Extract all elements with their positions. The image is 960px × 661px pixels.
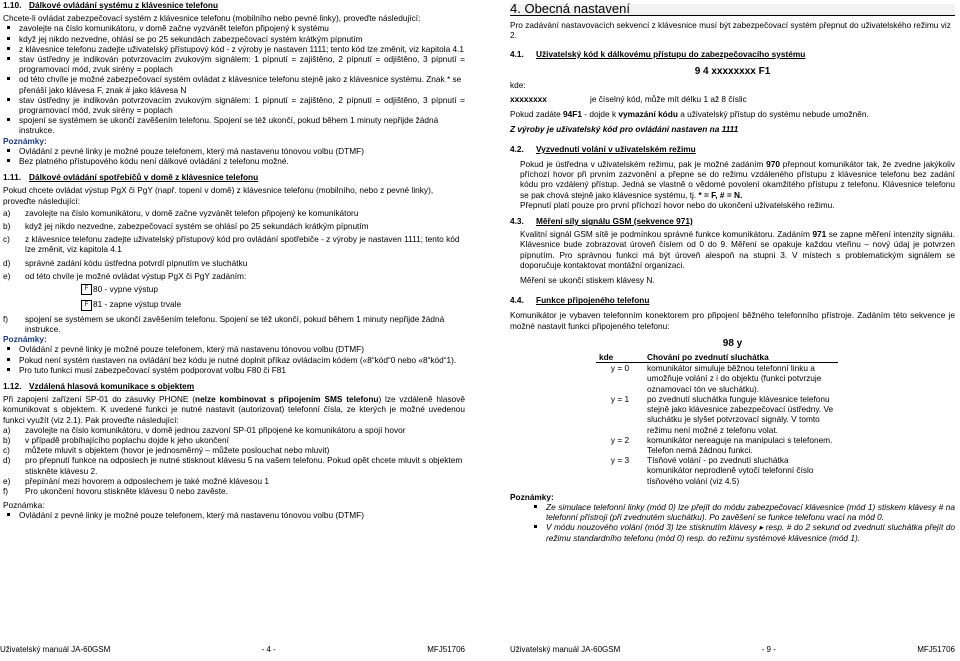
note-item: Pokud není systém nastaven na ovládání bez kódu je nutné doplnit příkaz ovládacím kódem («8“kód“0 nebo «8“kód“1).	[19, 355, 465, 365]
right-page	[510, 0, 955, 661]
list-item: spojení se systémem se ukončí zavěšením telefonu. Spojení se též ukončí, pokud během 1 minuty nepřijde žádná instrukce.	[19, 115, 465, 135]
notes-label: Poznámky:	[3, 135, 47, 146]
erase-code-text: Pokud zadáte 94F1 - dojde k vymazání kódu a uživatelský přístup do systému nebude umožněn.	[510, 109, 869, 120]
footer-doc-id: MFJ51706	[427, 644, 465, 654]
list-item: z klávesnice telefonu zadejte uživatelský přístupový kód - z výroby je nastaven 1111; tento kód lze změnit, viz kapitola 4.1	[19, 43, 465, 54]
section-4-3-text: Kvalitní signál GSM sítě je podmínkou správné funkce komunikátoru. Zadáním 971 se zapne měření intenzity signálu. Klávesnice bude zobrazovat úroveň číslem od 0 do 9. Měření se opakuje každou vteřinu – nový údaj je potvrzen pípnutím. Pro správnou funkci má být úroveň alespoň na stupni 3. V místech s problematickým signálem se doporučuje kontaktovat montážní organizaci.	[520, 229, 955, 270]
table-row: y = 3 Tísňové volání - po zvednutí sluchátka komunikátor neprodleně vytočí telefonní číslo tísňového volání (viz 4.5)	[610, 455, 814, 486]
footer-page-number: - 9 -	[761, 644, 776, 654]
section-1-10-intro: Chcete-li ovládat zabezpečovací systém z klávesnice telefonu (mobilního nebo pevné linky), proveďte následující:	[3, 13, 421, 24]
list-item: od této chvíle je možné zabezpečovací systém ovládat z klávesnice telefonu stejně jako z klávesnice systému. Znak * se přenáší jako klávesa F, znak # jako klávesa N	[19, 74, 465, 94]
section-4-4-heading: 4.4. Funkce připojeného telefonu	[510, 295, 650, 306]
section-1-12-intro: Při zapojení zařízení SP-01 do zásuvky PHONE (nelze kombinovat s připojením SMS telefonu) lze vzdáleně hlasově komunikovat s objektem. K uvedené funkci je nutné nastavit (autorizovat) telefonní čísla, ze kterých je možné uvedenou funkci využít (viz 2.1). Pak proveďte následující:	[3, 394, 465, 425]
note-item: Ovládání z pevné linky je možné pouze telefonem, který má nastavenu tónovou volbu (DTMF)	[19, 344, 465, 354]
footer-doc-id: MFJ51706	[917, 644, 955, 654]
list-item: e) přepínání mezi hovorem a odposlechem je také možné klávesou 1	[3, 475, 269, 486]
section-number: 1.12.	[3, 380, 22, 391]
list-item: zavolejte na číslo komunikátoru, v domě začne vyzvánět telefon připojený k systému	[19, 23, 465, 33]
list-item: c) z klávesnice telefonu zadejte uživatelský přístupový kód pro ovládání spotřebiče - z výroby je nastaven 1111; tento kód lze změnit, viz kapitola 4.1	[3, 234, 460, 255]
list-item: b) v případě probíhajícího poplachu dojde k jeho ukončení	[3, 434, 229, 445]
code-line: F 80 - vypne výstup	[3, 284, 465, 295]
factory-code-note: Z výroby je uživatelský kód pro ovládání nastaven na 1111	[510, 123, 739, 134]
table-row: y = 1 po zvednutí sluchátka funguje klávesnice telefonu stejně jako klávesnice zabezpečovací ústředny. Ve sluchátku je slyšet potvrzovací signály. V tomto režimu není možné z telefonu volat.	[610, 393, 834, 435]
section-4-2-text: Pokud je ústředna v uživatelském režimu, pak je možné zadáním 970 přepnout komunikátor tak, že zvedne jakýkoliv příchozí hovor při prvním zazvonění a přepne se do režimu vzdáleného přístupu z klávesnice telefonu bez zadání kódu pro vzdálený přístup. Jedná se vlastně o vědomé povolení okamžitého přístupu z telefonu. Klávesnice telefonu se pak chová stejně jako klávesnice systému, tj. * = F, # = N.	[520, 159, 955, 200]
code-line: F 81 - zapne výstup trvale	[3, 299, 465, 310]
note-item: V módu nouzového volání (mód 3) lze stisknutím klávesy ▸ resp. # do 2 sekund od zvednutí sluchátka přejít do režimu standardního telefonu (mód 0) resp. do režimu systémové klávesnice (mód 1).	[546, 522, 955, 543]
section-title: Dálkové ovládání systému z klávesnice telefonu	[29, 0, 219, 10]
section-4-2-heading: 4.2. Vyzvednutí volání v uživatelském režimu	[510, 143, 696, 154]
table-row: y = 2 komunikátor nereaguje na manipulaci s telefonem. Telefon nemá žádnou funkci.	[610, 434, 833, 455]
note-item: Ovládání z pevné linky je možné pouze telefonem, který má nastavenu tónovou volbu (DTMF)	[19, 510, 465, 520]
table-row: y = 0 komunikátor simuluje běžnou telefonní linku a umožňuje volání z i do objektu (funkci potvrzuje oznamovací tón ve sluchátku).	[610, 363, 822, 394]
section-4-1-heading: 4.1. Uživatelský kód k dálkovému přístupu do zabezpečovacího systému	[510, 48, 806, 59]
list-item: b) když jej nikdo nezvedne, zabezpečovací systém se ohlásí po 25 sekundách krátkým pípnutím	[3, 221, 369, 232]
note-item: Bez platného přístupového kódu není dálkové ovládání z telefonu možné.	[19, 156, 465, 166]
list-item: d) správné zadání kódu ústředna potvrdí pípnutím ve sluchátku	[3, 257, 248, 268]
section-1-11-list	[3, 208, 465, 281]
section-1-12-notes	[3, 510, 465, 520]
f-key-icon: F	[81, 284, 92, 295]
section-4-4-notes	[510, 502, 955, 543]
list-item: když jej nikdo nezvedne, ohlásí se po 25 sekundách zabezpečovací systém krátkým pípnutím	[19, 34, 465, 44]
where-label: kde:	[510, 80, 526, 91]
note-item: Ze simulace telefonní linky (mód 0) lze přejít do módu zabezpečovací klávesnice (mód 1) stiskem klávesy # na telefonní přístroji (při zvednutém sluchátku). Po zavěšení se funkce telefonu vrací na mód 0.	[546, 501, 955, 523]
list-item: f) Pro ukončení hovoru stiskněte klávesu 0 nebo zavěste.	[3, 485, 228, 496]
list-item: f) spojení se systémem se ukončí zavěšením telefonu. Spojení se též ukončí, pokud během 1 minuty nepřijde žádná instrukce.	[3, 313, 445, 334]
section-1-11-intro: Pokud chcete ovládat výstup PgX či PgY (např. topení v domě) z klávesnice telefonu (mobilního, nebo z pevné linky), proveďte následující:	[3, 185, 434, 206]
section-4-intro: Pro zadávání nastavovacích sekvencí z klávesnice musí být zabezpečovací systém přepnut do uživatelského režimu viz 2.	[510, 20, 951, 41]
f-key-icon: F	[81, 300, 92, 311]
notes-label: Poznámky:	[510, 491, 554, 502]
list-item: d) pro přepnutí funkce na odposlech je nutné stisknout klávesu 5 na vašem telefonu. Pokud opět chcete mluvit s objektem stiskněte klávesu 2.	[3, 455, 463, 476]
section-title: Vzdálená hlasová komunikace s objektem	[29, 380, 195, 391]
list-item: e) od této chvíle je možné ovládat výstup PgX či PgY zadáním:	[3, 270, 247, 281]
section-1-10-list	[3, 23, 465, 135]
footer-manual-name: Uživatelský manuál JA-60GSM	[0, 644, 111, 654]
code-sequence: 9 4 xxxxxxxx F1	[694, 65, 771, 77]
section-title: Dálkové ovládání spotřebičů v domě z klávesnice telefonu	[29, 172, 259, 183]
list-item: stav ústředny je indikován potvrzovacím zvukovým signálem: 1 pípnutí = zajištěno, 2 pípnutí = odjištěno, 3 pípnutí = programovací mód, zvuk sirény = poplach	[19, 54, 465, 75]
section-1-10-notes	[3, 146, 465, 166]
section-1-11-notes	[3, 344, 465, 375]
page-footer	[0, 645, 465, 655]
section-4-heading: 4. Obecná nastavení	[510, 4, 955, 16]
section-4-4-text: Komunikátor je vybaven telefonním konektorem pro připojení běžného telefonního přístroje. Zadáním této sekvence je možné nastavit funkci připojeného telefonu:	[510, 310, 955, 331]
section-1-12-list	[3, 425, 465, 496]
code-explanation: xxxxxxxx je číselný kód, může mít délku 1 až 8 číslic	[510, 94, 747, 105]
section-1-12-heading	[3, 381, 465, 391]
note-item: Pro tuto funkci musí zabezpečovací systém podporovat volbu F80 či F81	[19, 365, 465, 375]
note-item: Ovládání z pevné linky je možné pouze telefonem, který má nastavenu tónovou volbu (DTMF)	[19, 146, 465, 156]
section-4-3-end: Měření se ukončí stiskem klávesy N.	[520, 275, 655, 286]
phone-code-sequence: 98 y	[722, 337, 743, 349]
page-footer	[510, 645, 955, 655]
section-1-11-list-end	[3, 314, 465, 334]
section-4-3-heading: 4.3. Měření síly signálu GSM (sekvence 971)	[510, 216, 693, 227]
table-header-row	[596, 352, 838, 363]
section-4-2-note: Přepnutí platí pouze pro první příchozí hovor nebo do ukončení uživatelského režimu.	[520, 199, 835, 210]
section-number: 1.11.	[3, 172, 21, 183]
left-page	[0, 0, 465, 661]
table-header: Chování po zvednutí sluchátka	[644, 352, 838, 363]
phone-modes-table	[596, 352, 838, 486]
footer-manual-name: Uživatelský manuál JA-60GSM	[510, 644, 621, 654]
notes-label: Poznámky:	[3, 334, 47, 345]
list-item: stav ústředny je indikován potvrzovacím zvukovým signálem: 1 pípnutí = zajištěno, 2 pípnutí = odjištěno, 3 pípnutí = programovací mód, zvuk sirény = poplach	[19, 94, 465, 116]
table-header: kde	[596, 352, 644, 363]
section-number: 1.10.	[3, 0, 22, 10]
list-item: c) můžete mluvit s objektem (hovor je jednosměrný – můžete poslouchat nebo mluvit)	[3, 445, 330, 456]
notes-label: Poznámka:	[3, 500, 45, 511]
section-1-11-heading	[3, 172, 465, 182]
list-item: a) zavolejte na číslo komunikátoru, v domě jednou zazvoní SP-01 připojené ke komunikátoru a spojí hovor	[3, 424, 406, 435]
footer-page-number: - 4 -	[261, 644, 276, 654]
section-1-10-heading	[3, 0, 465, 10]
list-item: a) zavolejte na číslo komunikátoru, v domě začne vyzvánět telefon připojený ke komunikátoru	[3, 207, 359, 218]
